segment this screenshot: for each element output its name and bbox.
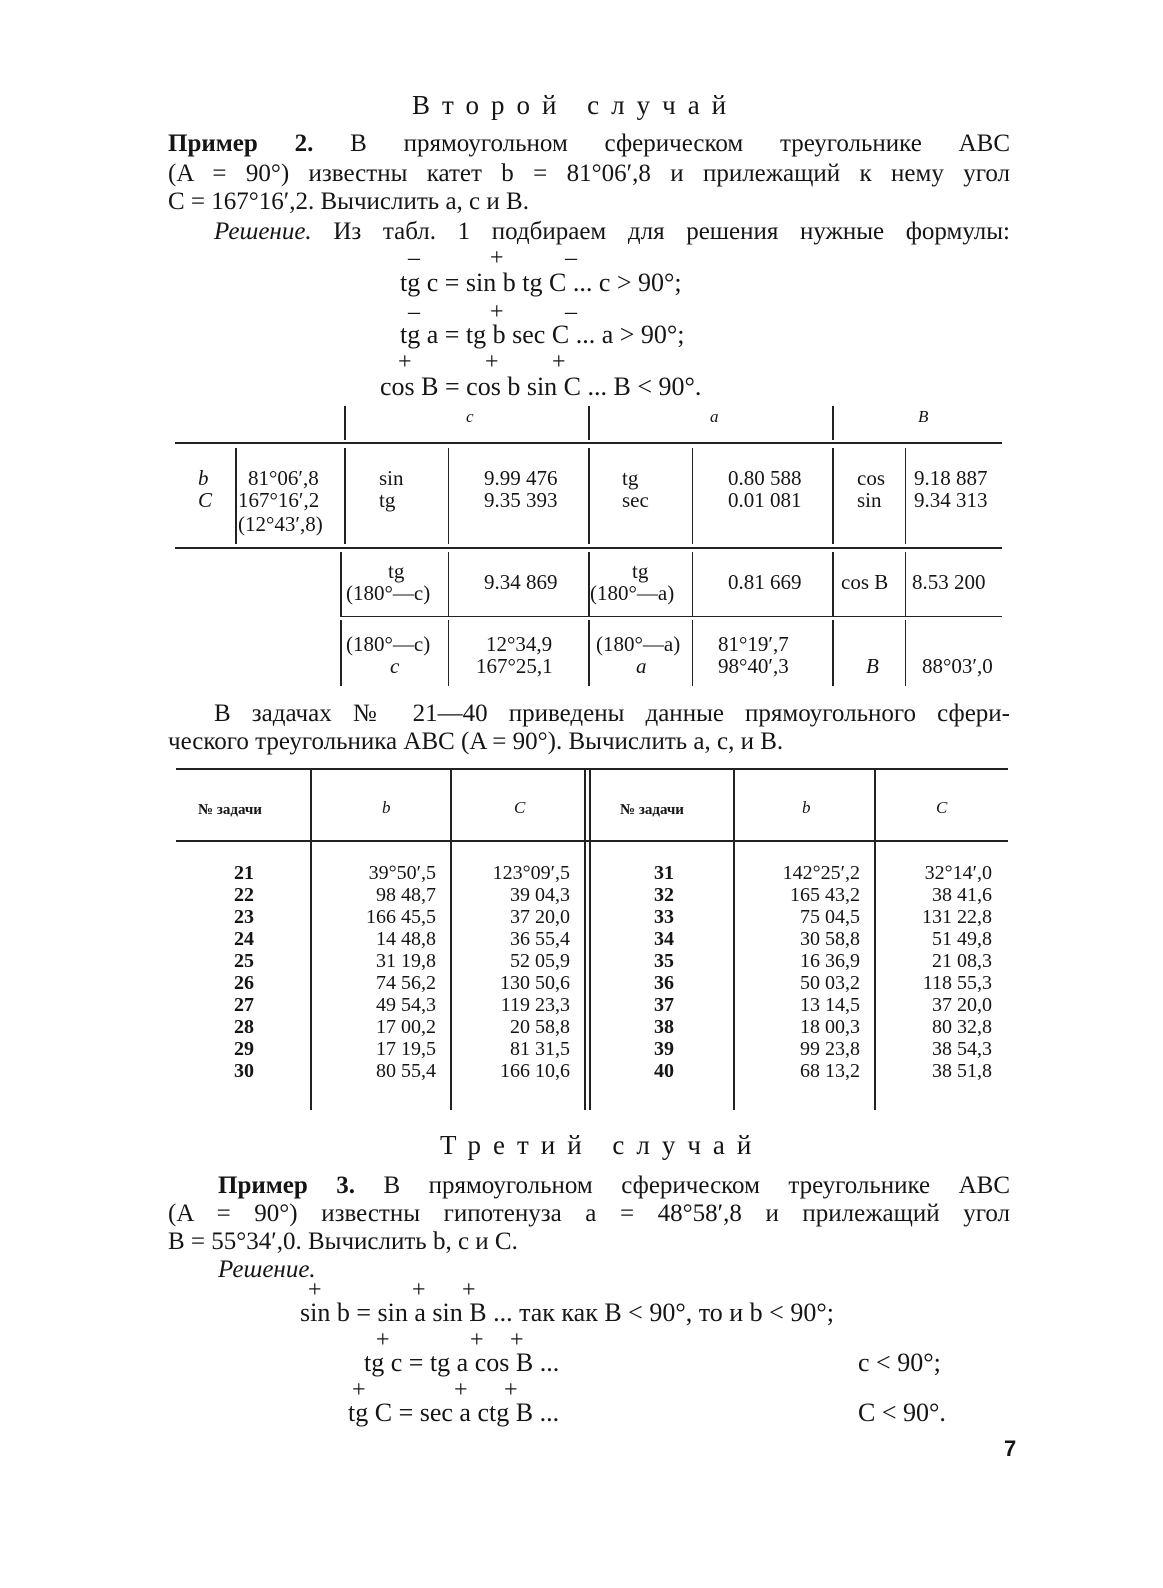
formula-tg-C-condition: C < 90°. — [858, 1398, 946, 1427]
table-rule — [340, 616, 1002, 617]
table-rule — [874, 770, 876, 1110]
sign-mark: + — [412, 1277, 426, 1303]
given-var-b: b — [198, 466, 209, 490]
example-3-solution-label: Решение. — [218, 1256, 316, 1283]
table-rule — [448, 448, 449, 544]
sign-mark: + — [552, 349, 566, 375]
sign-mark: + — [490, 299, 504, 325]
a-log-2: 0.01 081 — [728, 488, 802, 512]
sign-mark: – — [565, 299, 577, 325]
example-2-line-1: Пример 2. В прямоугольном сферическом треугольнике ABC — [168, 130, 1010, 157]
row3-a-label-2: a — [636, 654, 647, 678]
table-rule — [340, 552, 342, 616]
sign-mark: + — [352, 1377, 366, 1403]
c-func-2: tg — [379, 488, 396, 512]
sign-mark: + — [462, 1277, 476, 1303]
tasks-right-numbers: 31 32 33 34 35 36 37 38 39 40 — [654, 862, 674, 1082]
tasks-right-C-values: 32°14′,0 38 41,6 131 22,8 51 49,8 21 08,3 118 55,3 37 20,0 80 32,8 38 54,3 38 51,8 — [922, 862, 992, 1082]
B-log-2: 9.34 313 — [914, 488, 988, 512]
sign-mark: + — [470, 1327, 484, 1353]
sign-mark: + — [485, 349, 499, 375]
example-3-label: Пример 3. — [218, 1172, 355, 1199]
sign-mark: + — [490, 245, 504, 271]
table-rule — [692, 620, 693, 686]
example-2-label: Пример 2. — [168, 130, 314, 157]
given-value-supplement: (12°43′,8) — [238, 512, 323, 536]
tasks-header-num-right: № задачи — [620, 802, 684, 818]
sign-mark: + — [376, 1327, 390, 1353]
sign-mark: + — [308, 1277, 322, 1303]
B-func-1: cos — [857, 466, 885, 490]
row2-a-func-bottom: (180°—a) — [590, 581, 675, 605]
row2-B-log: 8.53 200 — [912, 570, 986, 594]
c-log-2: 9.35 393 — [484, 488, 558, 512]
table-rule — [176, 840, 1008, 842]
row2-a-func-top: tg — [632, 559, 649, 583]
table-rule — [905, 552, 906, 616]
row2-c-func-top: tg — [388, 559, 405, 583]
table-rule — [905, 620, 906, 686]
a-func-1: tg — [622, 466, 639, 490]
row3-a-value-1: 81°19′,7 — [718, 632, 789, 656]
tasks-header-C-left: C — [514, 798, 526, 817]
row3-c-label-2: c — [390, 654, 400, 678]
row3-c-value-1: 12°34,9 — [486, 632, 553, 656]
formula-tg-C-3: tg C = sec a ctg B ... — [348, 1398, 560, 1427]
sign-mark: + — [398, 349, 412, 375]
sign-mark: + — [510, 1327, 524, 1353]
page-number: 7 — [1004, 1436, 1017, 1461]
example-2-solution: Решение. Из табл. 1 подбираем для решения нужные формулы: — [214, 218, 1010, 245]
tasks-left-b-values: 39°50′,5 98 48,7 166 45,5 14 48,8 31 19,8 74 56,2 49 54,3 17 00,2 17 19,5 80 55,4 — [366, 862, 436, 1082]
section-heading-third-case: Третий случай — [440, 1130, 764, 1160]
sign-mark: + — [454, 1377, 468, 1403]
example-2-line-2: (A = 90°) известны катет b = 81°06′,8 и прилежащий к нему угол — [168, 160, 1010, 187]
table-rule — [235, 448, 237, 544]
row3-c-label-1: (180°—c) — [346, 632, 431, 656]
table-rule — [692, 448, 693, 544]
tasks-header-b-left: b — [382, 798, 391, 817]
row2-c-log: 9.34 869 — [484, 570, 558, 594]
table-rule — [589, 770, 591, 1110]
formula-tg-c: tg c = sin b tg C ... c > 90°; — [400, 268, 682, 297]
row3-a-label-1: (180°—a) — [596, 632, 681, 656]
row3-B-value: 88°03′,0 — [922, 654, 993, 678]
table-rule — [832, 552, 834, 616]
formula-tg-c-3: tg c = tg a cos B ... — [364, 1348, 560, 1377]
row2-c-func-bottom: (180°—c) — [346, 581, 431, 605]
table-rule — [176, 768, 1008, 770]
sign-mark: – — [408, 299, 420, 325]
row2-a-log: 0.81 669 — [728, 570, 802, 594]
tasks-header-b-right: b — [802, 798, 811, 817]
example-2-line-3: C = 167°16′,2. Вычислить a, c и B. — [168, 188, 529, 215]
row3-B-label: B — [866, 654, 879, 678]
table-rule — [310, 770, 312, 1110]
tasks-intro-line-1: В задачах № 21—40 приведены данные прямоугольного сфери- — [214, 700, 1010, 727]
formula-cos-b: cos B = cos b sin C ... B < 90°. — [380, 372, 702, 401]
formula-sin-b: sin b = sin a sin B ... так как B < 90°, то и b < 90°; — [300, 1298, 834, 1327]
table-rule — [448, 620, 449, 686]
tasks-right-b-values: 142°25′,2 165 43,2 75 04,5 30 58,8 16 36,9 50 03,2 13 14,5 18 00,3 99 23,8 68 13,2 — [782, 862, 860, 1082]
table-rule — [450, 770, 452, 1110]
table-rule — [692, 552, 693, 616]
table-rule — [588, 448, 590, 544]
table-rule — [905, 448, 906, 544]
sign-mark: + — [504, 1377, 518, 1403]
tasks-left-numbers: 21 22 23 24 25 26 27 28 29 30 — [234, 862, 254, 1082]
section-heading-second-case: Второй случай — [412, 90, 739, 120]
tasks-header-C-right: C — [936, 798, 948, 817]
table-rule — [832, 620, 834, 686]
tasks-intro-line-2: ческого треугольника ABC (A = 90°). Вычислить a, c, и B. — [168, 728, 784, 755]
a-log-1: 0.80 588 — [728, 466, 802, 490]
table-rule — [584, 770, 586, 1110]
given-var-C: C — [198, 488, 213, 512]
table-rule — [448, 552, 449, 616]
table-rule — [733, 770, 735, 1110]
formula-tg-c-condition: c < 90°; — [858, 1348, 941, 1377]
table-rule — [832, 406, 834, 440]
table1-header-B: B — [918, 407, 929, 426]
table-rule — [588, 620, 590, 686]
table-rule — [344, 448, 346, 544]
c-func-1: sin — [379, 466, 404, 490]
a-func-2: sec — [622, 488, 649, 512]
given-value-b: 81°06′,8 — [248, 466, 319, 490]
B-func-2: sin — [857, 488, 882, 512]
sign-mark: – — [408, 245, 420, 271]
example-3-line-2: (A = 90°) известны гипотенуза a = 48°58′,8 и прилежащий угол — [168, 1200, 1010, 1227]
table1-header-a: a — [710, 407, 719, 426]
row3-a-value-2: 98°40′,3 — [718, 654, 789, 678]
example-3-line-1: Пример 3. В прямоугольном сферическом треугольнике ABC — [218, 1172, 1010, 1199]
tasks-header-num-left: № задачи — [198, 802, 262, 818]
c-log-1: 9.99 476 — [484, 466, 558, 490]
row2-B-func: cos B — [841, 570, 889, 594]
tasks-left-C-values: 123°09′,5 39 04,3 37 20,0 36 55,4 52 05,9 130 50,6 119 23,3 20 58,8 81 31,5 166 10,6 — [492, 862, 570, 1082]
table-rule — [175, 442, 1002, 444]
table-rule — [588, 406, 590, 440]
sign-mark: – — [565, 245, 577, 271]
table-rule — [832, 448, 834, 544]
row3-c-value-2: 167°25,1 — [476, 654, 553, 678]
table-rule — [344, 406, 346, 440]
formula-tg-a: tg a = tg b sec C ... a > 90°; — [400, 320, 685, 349]
table-rule — [340, 620, 342, 686]
given-value-C: 167°16′,2 — [238, 488, 320, 512]
table-rule — [175, 547, 1002, 549]
solution-label: Решение. — [214, 218, 312, 245]
B-log-1: 9.18 887 — [914, 466, 988, 490]
example-3-line-3: B = 55°34′,0. Вычислить b, c и C. — [168, 1228, 518, 1255]
table1-header-c: c — [466, 407, 474, 426]
